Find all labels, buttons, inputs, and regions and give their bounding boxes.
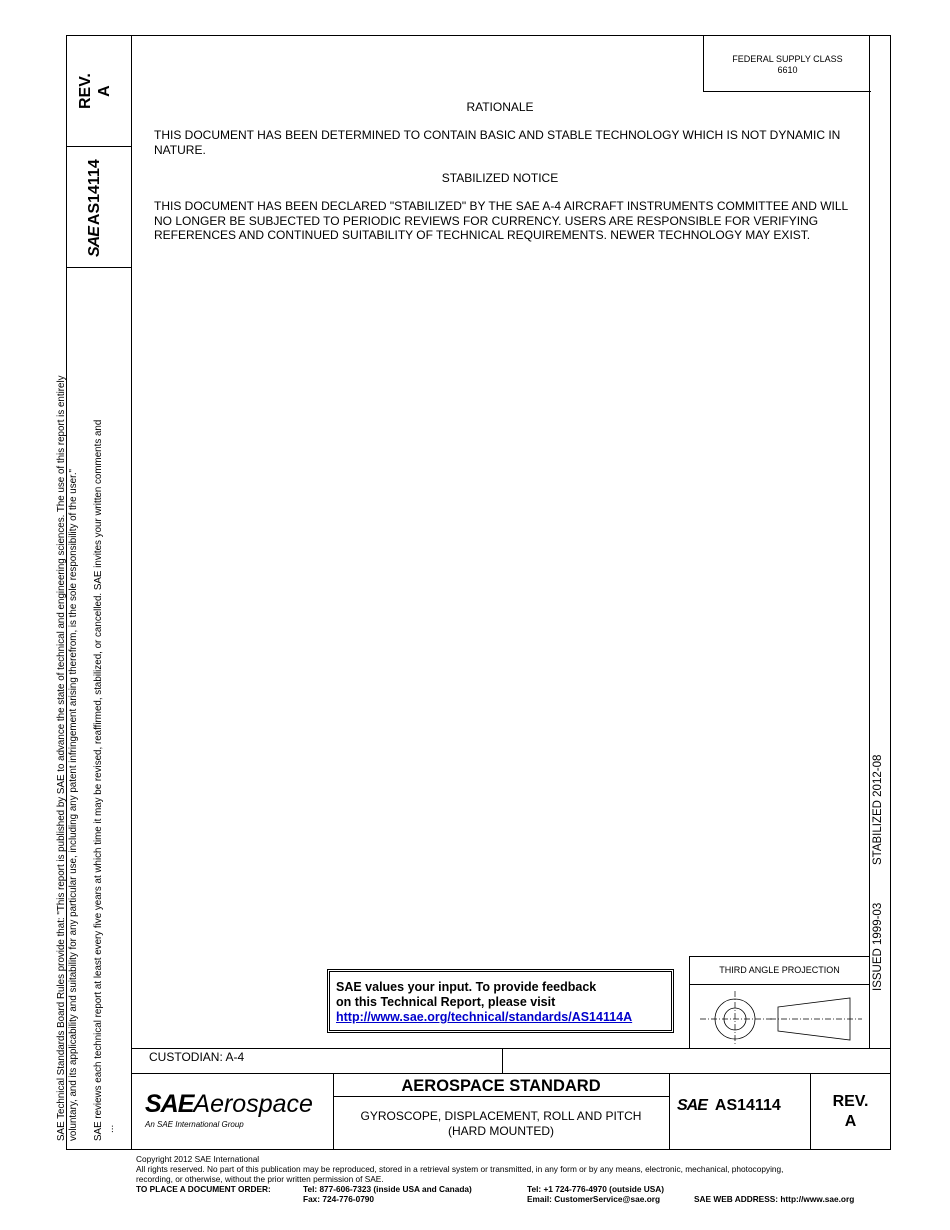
feedback-line-2: on this Technical Report, please visit: [336, 995, 556, 1009]
side-sae-logo: SAE: [86, 227, 103, 257]
federal-supply-class-label: FEDERAL SUPPLY CLASS: [732, 54, 843, 64]
review-line-1: SAE reviews each technical report at least every five years at which time it may be revised, reaffirmed, stabilized, or cancelled. SAE invites your written comments and: [93, 419, 104, 1141]
stabilized-notice-heading: STABILIZED NOTICE: [441, 171, 559, 185]
feedback-line-1: SAE values your input. To provide feedback: [336, 980, 597, 994]
feedback-box: [327, 969, 674, 1033]
web-address: SAE WEB ADDRESS: http://www.sae.org: [694, 1194, 855, 1204]
board-rules-line-1: SAE Technical Standards Board Rules provide that: "This report is published by SAE to advance the state of technical and engineering sciences. The use of this report is entirely: [56, 375, 67, 1141]
logo-word: Aerospace: [193, 1090, 313, 1118]
doc-number-cell: [669, 1074, 811, 1150]
rev-value: A: [844, 1113, 857, 1130]
rev-cell: [810, 1074, 891, 1150]
title-block: [131, 1073, 891, 1150]
tel-intl: Tel: +1 724-776-4970 (outside USA): [527, 1184, 665, 1194]
rev-label: REV.: [832, 1093, 869, 1110]
review-notice: [93, 420, 117, 1141]
footer-rights-2: recording, or otherwise, without the prior written permission of SAE.: [136, 1174, 384, 1184]
tel-usa: Tel: 877-606-7323 (inside USA and Canada): [303, 1184, 472, 1194]
footer-copyright: Copyright 2012 SAE International: [136, 1154, 260, 1164]
review-line-2: ...: [105, 1124, 116, 1133]
side-doc-number: AS14114: [86, 159, 103, 226]
side-rev-value: A: [96, 85, 113, 97]
order-label: TO PLACE A DOCUMENT ORDER:: [136, 1184, 271, 1194]
title-cell: [333, 1074, 670, 1150]
side-rev-label: REV.: [77, 73, 94, 109]
sae-aerospace-logo: [131, 1074, 334, 1150]
feedback-link[interactable]: http://www.sae.org/technical/standards/AS14114A: [336, 1010, 633, 1024]
projection-box: [689, 956, 869, 1048]
document-title-line-1: GYROSCOPE, DISPLACEMENT, ROLL AND PITCH: [360, 1109, 642, 1123]
rationale-heading: RATIONALE: [466, 100, 534, 114]
stabilized-date: STABILIZED 2012-08: [872, 754, 884, 865]
side-rev-box: [66, 35, 131, 147]
document-title-line-2: (HARD MOUNTED): [448, 1124, 554, 1138]
logo-tagline: An SAE International Group: [145, 1120, 244, 1129]
federal-supply-class-value: 6610: [777, 65, 798, 75]
logo-brand: SAE: [145, 1090, 194, 1118]
footer-rights-1: All rights reserved. No part of this publication may be reproduced, stored in a retrieval system or transmitted, in any form or by any means, electronic, mechanical, photocopying,: [136, 1164, 784, 1174]
doc-number: AS14114: [714, 1097, 781, 1114]
footer: [136, 1154, 916, 1206]
custodian: CUSTODIAN: A-4: [131, 1049, 503, 1074]
right-status-strip: [869, 35, 892, 1048]
federal-supply-class-box: [703, 35, 871, 92]
board-rules-line-2: voluntary, and its applicability and suitability for any particular use, including any patent infringement arising therefrom, is the sole responsibility of the user.": [68, 468, 79, 1141]
email: Email: CustomerService@sae.org: [527, 1194, 661, 1204]
rationale-text: THIS DOCUMENT HAS BEEN DETERMINED TO CONTAIN BASIC AND STABLE TECHNOLOGY WHICH IS NOT DYNAMIC IN NATURE.: [154, 128, 841, 157]
document-title: [333, 1109, 669, 1139]
fax: Fax: 724-776-0790: [303, 1194, 375, 1204]
issued-date: ISSUED 1999-03: [872, 902, 884, 991]
document-category: AEROSPACE STANDARD: [333, 1074, 669, 1097]
stabilized-notice-text: THIS DOCUMENT HAS BEEN DECLARED "STABILIZED" BY THE SAE A-4 AIRCRAFT INSTRUMENTS COMMITTEE AND WILL NO LONGER BE SUBJECTED TO PERIODIC REVIEWS FOR CURRENCY. USERS ARE RESPONSIBLE FOR VERIFYING REFERENCES AND CONTINUED SUITABILITY OF TECHNICAL REQUIREMENTS. NEWER TECHNOLOGY MAY EXIST.: [154, 199, 848, 242]
projection-label: THIRD ANGLE PROJECTION: [690, 957, 869, 985]
third-angle-projection-icon: [690, 985, 869, 1049]
side-doc-number-box: [66, 147, 131, 268]
doc-sae-logo: SAE: [677, 1097, 707, 1114]
custodian-row: [131, 1048, 891, 1073]
board-rules-notice: [56, 375, 80, 1141]
